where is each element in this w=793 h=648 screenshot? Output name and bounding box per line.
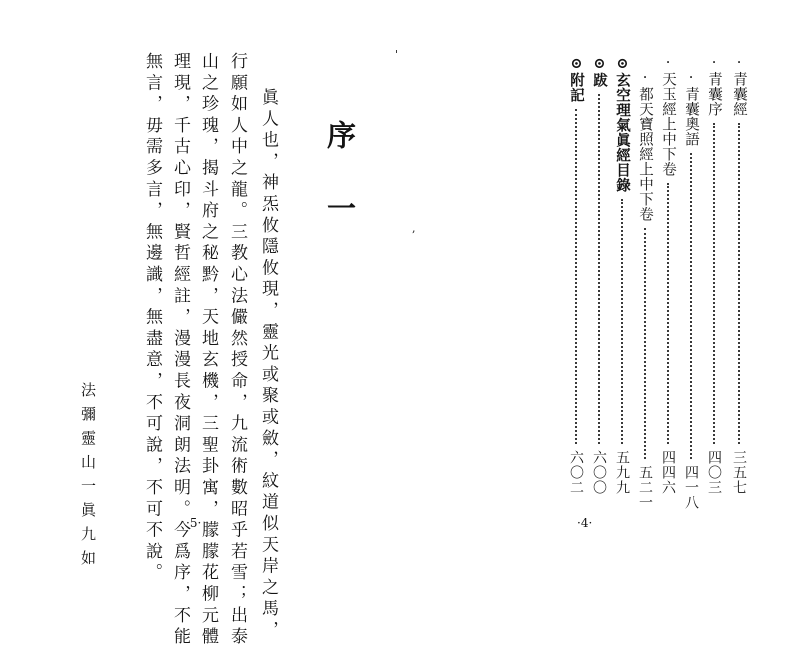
toc-entry [567, 55, 585, 495]
scan-mark: , [412, 222, 416, 235]
toc-leader [598, 94, 600, 445]
toc-leader [644, 228, 646, 460]
paragraph-column: 理現，千古心印，賢哲經註，漫漫長夜洞朗法明。今爲序，不能 [170, 52, 190, 648]
toc-page: 四四六 [660, 450, 676, 495]
paragraph-column: 無言，毋需多言，無邊識，無盡意，不可說，不可不說。 [142, 52, 162, 585]
toc-title: ·都天寶照經上中下卷 [637, 70, 653, 222]
toc-entry [682, 70, 700, 510]
toc-page: 五九九 [614, 450, 630, 495]
toc-page: 六〇二 [568, 450, 584, 495]
toc-page: 三五七 [731, 450, 747, 495]
toc-page: 六〇〇 [591, 450, 607, 495]
toc-entry [659, 55, 677, 495]
toc-entry [730, 55, 748, 495]
toc-title: ⊙跋 [591, 55, 608, 88]
toc-page: 四一八 [683, 465, 699, 510]
toc-title: ·青囊經 [731, 55, 747, 117]
toc-leader [621, 199, 623, 445]
toc-leader [667, 183, 669, 445]
paragraph-column: 行願如人中之龍。三教心法儼然授命，九流術數昭乎若雪；出泰 [227, 52, 247, 648]
toc-page: 四〇三 [706, 450, 722, 495]
toc-page: 五二一 [637, 465, 653, 510]
toc-title: ·天玉經上中下卷 [660, 55, 676, 177]
toc-entry [613, 55, 631, 495]
toc-title: ·青囊奧語 [683, 70, 699, 147]
toc-entry [590, 55, 608, 495]
page-number: ·4· [577, 516, 593, 530]
page-number: ·5· [186, 516, 202, 530]
toc-leader [713, 123, 715, 445]
toc-entry [705, 55, 723, 495]
toc-leader [738, 123, 740, 445]
toc-title: ⊙玄空理氣眞經目錄 [614, 55, 631, 193]
paragraph-column: 眞人也，神炁攸隱攸現，靈光或聚或斂，紋道似天岸之馬， [258, 88, 278, 642]
toc-title: ⊙附記 [568, 55, 585, 103]
scan-mark: ' [395, 48, 399, 61]
page-title: 序一 [323, 120, 357, 266]
toc-leader [575, 109, 577, 445]
toc-leader [690, 153, 692, 460]
toc-entry [636, 70, 654, 510]
toc-title: ·青囊序 [706, 55, 722, 117]
paragraph-column: 山之珍瑰，揭斗府之秘黔，天地玄機，三聖卦寓，朦朦花柳元體 [198, 52, 218, 648]
signature: 法彌靈山一眞九如 [79, 382, 97, 574]
